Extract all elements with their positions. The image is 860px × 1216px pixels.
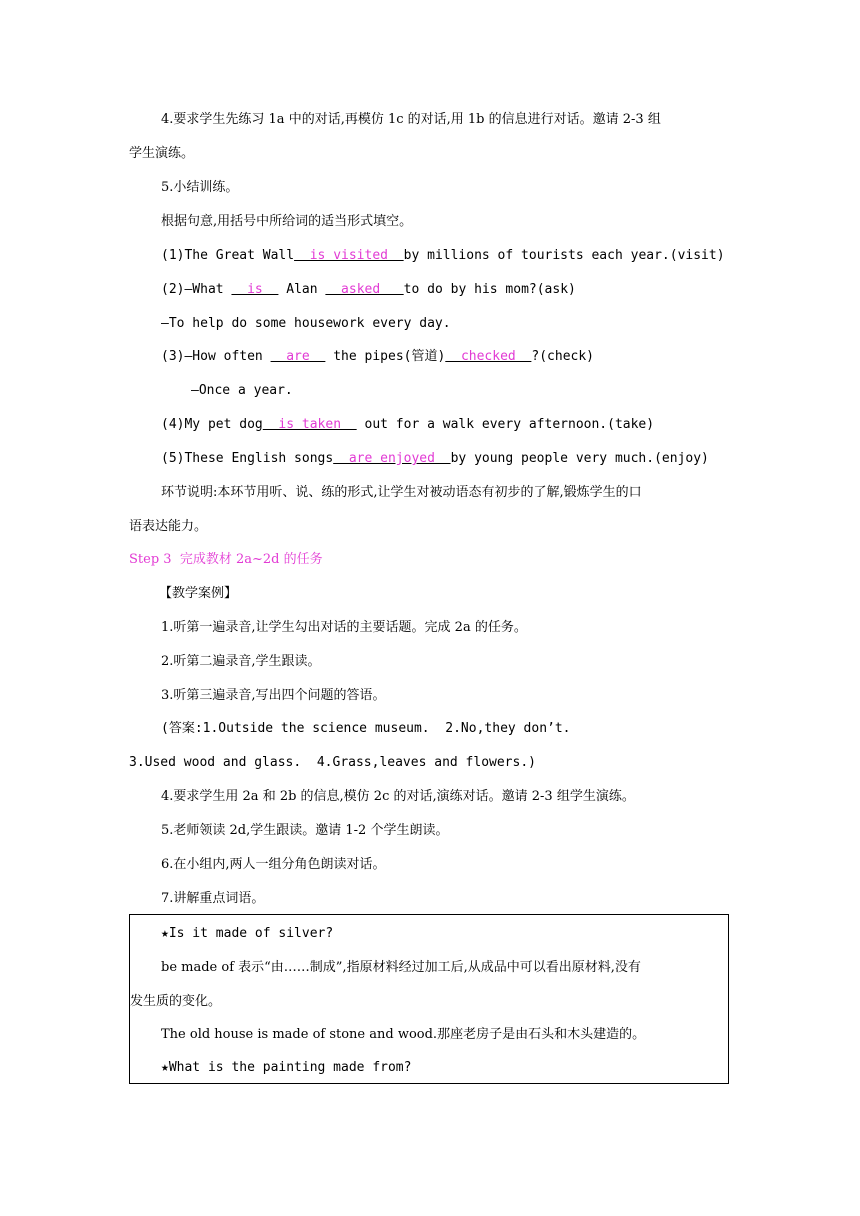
- question-text: (5)These English songs: [161, 451, 334, 466]
- section-note-line2: 语表达能力。: [129, 519, 208, 534]
- box-explanation-line1: be made of 表示“由……制成”,指原材料经过加工后,从成品中可以看出原材料,没有: [161, 960, 641, 975]
- paragraph-step4-line1: 4.要求学生先练习 1a 中的对话,再模仿 1c 的对话,用 1b 的信息进行对话。邀请 2-3 组: [161, 112, 661, 127]
- list-item: 1.听第一遍录音,让学生勾出对话的主要话题。完成 2a 的任务。: [161, 620, 527, 635]
- answer-key-line2: 3.Used wood and glass. 4.Grass,leaves and flowers.): [129, 755, 536, 770]
- question-text: the pipes(管道): [325, 349, 446, 364]
- answer-key-line1: (答案:1.Outside the science museum. 2.No,they don’t.: [161, 721, 571, 736]
- question-text: by millions of tourists each year.(visit): [403, 248, 725, 263]
- answer-blank: is visited: [294, 248, 404, 263]
- question-text: (2)—What: [161, 282, 232, 297]
- section-note-line1: 环节说明:本环节用听、说、练的形式,让学生对被动语态有初步的了解,锻炼学生的口: [161, 485, 642, 500]
- answer-blank: are enjoyed: [333, 451, 451, 466]
- list-item: 4.要求学生用 2a 和 2b 的信息,模仿 2c 的对话,演练对话。邀请 2-3 组学生演练。: [161, 789, 635, 804]
- box-point-2: ★What is the painting made from?: [161, 1060, 412, 1075]
- exercise-question-3: [161, 347, 594, 367]
- list-item: 7.讲解重点词语。: [161, 891, 265, 906]
- vocabulary-box: [129, 914, 729, 1084]
- question-text: (3)—How often: [161, 349, 271, 364]
- answer-blank: is: [231, 282, 279, 297]
- paragraph-instructions: 根据句意,用括号中所给词的适当形式填空。: [161, 214, 413, 229]
- list-item: 2.听第二遍录音,学生跟读。: [161, 654, 321, 669]
- exercise-question-4: [161, 415, 654, 435]
- answer-blank: asked: [325, 282, 404, 297]
- answer-blank: checked: [445, 349, 532, 364]
- answer-blank: is taken: [262, 417, 357, 432]
- question-text: (4)My pet dog: [161, 417, 263, 432]
- question-text: by young people very much.(enjoy): [450, 451, 709, 466]
- list-item: 6.在小组内,两人一组分角色朗读对话。: [161, 857, 386, 872]
- question-text: out for a walk every afternoon.(take): [356, 417, 655, 432]
- step-heading: Step 3 完成教材 2a~2d 的任务: [129, 552, 323, 567]
- box-example: The old house is made of stone and wood.那座老房子是由石头和木头建造的。: [161, 1027, 646, 1042]
- question-text: Alan: [278, 282, 326, 297]
- teaching-case-title: 【教学案例】: [159, 586, 238, 601]
- list-item: 3.听第三遍录音,写出四个问题的答语。: [161, 688, 386, 703]
- paragraph-step4-line2: 学生演练。: [129, 146, 195, 161]
- exercise-question-2: [161, 280, 576, 300]
- exercise-question-2-reply: —To help do some housework every day.: [161, 316, 451, 331]
- question-text: (1)The Great Wall: [161, 248, 295, 263]
- box-point-1: ★Is it made of silver?: [161, 926, 334, 941]
- exercise-question-1: [161, 246, 725, 266]
- paragraph-summary-title: 5.小结训练。: [161, 180, 239, 195]
- question-text: ?(check): [531, 349, 595, 364]
- list-item: 5.老师领读 2d,学生跟读。邀请 1-2 个学生朗读。: [161, 823, 449, 838]
- question-text: to do by his mom?(ask): [403, 282, 576, 297]
- box-explanation-line2: 发生质的变化。: [130, 994, 222, 1009]
- exercise-question-3-reply: —Once a year.: [191, 383, 293, 398]
- exercise-question-5: [161, 449, 709, 469]
- answer-blank: are: [270, 349, 326, 364]
